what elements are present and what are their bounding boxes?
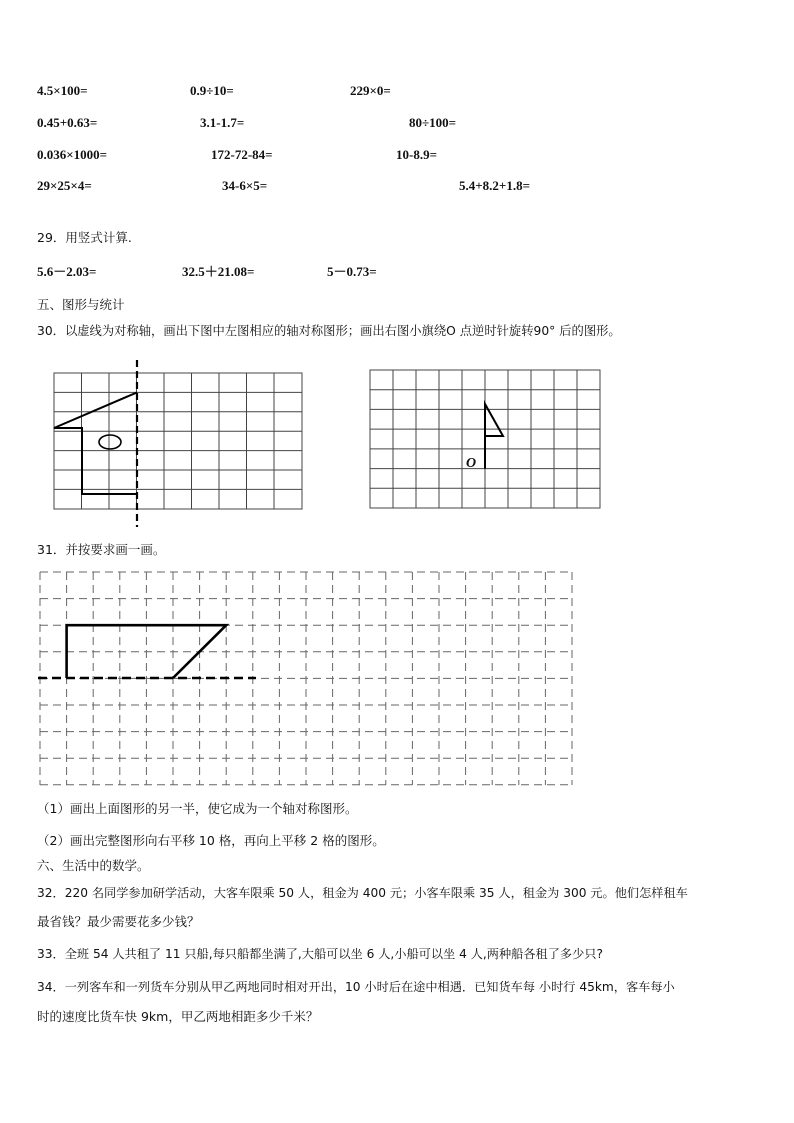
- q29-item: 5－0.73=: [327, 264, 377, 279]
- calc-item: 0.45+0.63=: [37, 115, 98, 130]
- calc-item: 34-6×5=: [222, 178, 268, 193]
- question-29-title: 29．用竖式计算.: [37, 230, 132, 245]
- q31-sub-question-1: （1）画出上面图形的另一半，使它成为一个轴对称图形。: [37, 801, 358, 816]
- question-32-line2: 最省钱？最少需要花多少钱？: [37, 914, 200, 929]
- calc-item: 229×0=: [350, 83, 391, 98]
- q29-item: 32.5＋21.08=: [182, 264, 255, 279]
- calc-item: 172-72-84=: [211, 147, 273, 162]
- question-30-text: 30．以虚线为对称轴，画出下图中左图相应的轴对称图形；画出右图小旗绕O 点逆时针旋转90° 后的图形。: [37, 324, 621, 338]
- calc-item: 80÷100=: [409, 115, 457, 130]
- question-34-line1: 34．一列客车和一列货车分别从甲乙两地同时相对开出，10 小时后在途中相遇．已知货车每 小时行 45km，客车每小: [37, 980, 675, 994]
- q31-sub-question-2: （2）画出完整图形向右平移 10 格，再向上平移 2 格的图形。: [37, 833, 385, 848]
- calc-item: 0.036×1000=: [37, 147, 108, 162]
- question-31-title: 31．并按要求画一画。: [37, 542, 166, 557]
- calc-item: 10-8.9=: [396, 147, 437, 162]
- question-34-line2: 时的速度比货车快 9km，甲乙两地相距多少千米？: [37, 1009, 319, 1024]
- calc-item: 0.9÷10=: [190, 83, 234, 98]
- question-32-line1: 32．220 名同学参加研学活动，大客车限乘 50 人，租金为 400 元；小客车限乘 35 人，租金为 300 元。他们怎样租车: [37, 886, 688, 900]
- calc-item: 5.4+8.2+1.8=: [459, 178, 530, 193]
- q29-item: 5.6－2.03=: [37, 264, 97, 279]
- rotation-point-label: O: [466, 456, 477, 471]
- section-heading: 六、生活中的数学。: [37, 858, 150, 873]
- calc-item: 29×25×4=: [37, 178, 92, 193]
- section-heading: 五、图形与统计: [37, 297, 125, 312]
- question-33: 33．全班 54 人共租了 11 只船,每只船都坐满了,大船可以坐 6 人,小船可以坐 4 人,两种船各租了多少只?: [37, 947, 603, 961]
- dashed-grid-lines: [40, 572, 572, 785]
- calc-item: 4.5×100=: [37, 83, 88, 98]
- calc-item: 3.1-1.7=: [200, 115, 245, 130]
